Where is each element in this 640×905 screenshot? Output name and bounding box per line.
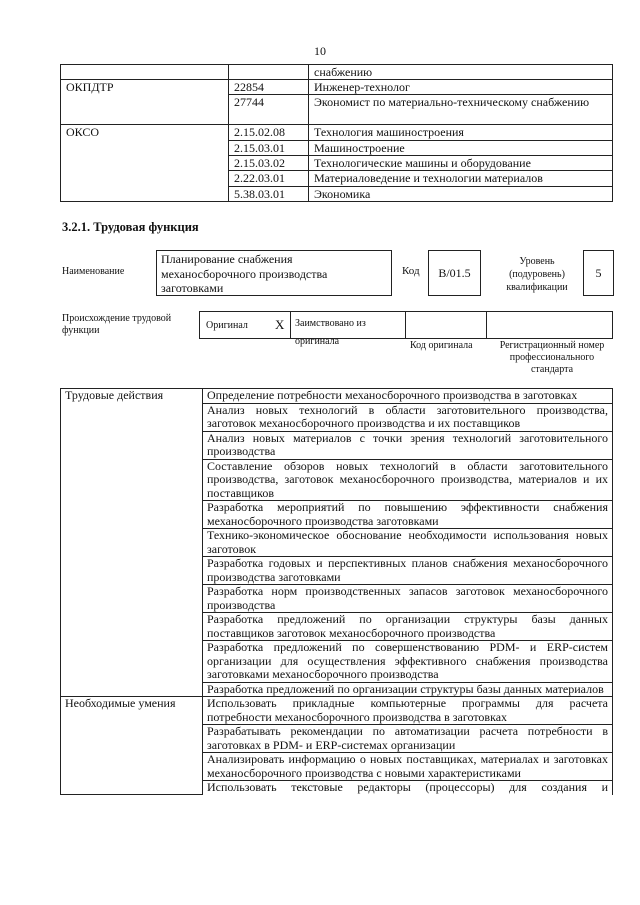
section-title: 3.2.1. Трудовая функция — [62, 220, 199, 234]
name-label: Наименование — [62, 266, 125, 277]
labor-action-item: Анализ новых технологий в области заготовительного производства, заготовок механосборочного производства и их поставщиков — [203, 403, 613, 431]
labor-action-item: Разработка предложений по совершенствованию PDM- и ERP-систем организации для осуществления эффективного снабжения производства заготовками механосборочного производства — [203, 641, 613, 683]
skill-item: Использовать прикладные компьютерные программы для расчета потребности механосборочного производства в заготовках — [203, 697, 613, 725]
group-cell — [61, 65, 229, 80]
labor-action-item: Технико-экономическое обоснование необходимости использования новых заготовок — [203, 529, 613, 557]
code-cell: 2.22.03.01 — [229, 171, 309, 187]
code-cell: 22854 — [229, 80, 309, 95]
code-original-cell — [405, 311, 487, 339]
group-cell: ОКПДТР — [61, 80, 229, 125]
code-label: Код — [402, 265, 420, 277]
activities-table — [60, 388, 613, 795]
page-number: 10 — [314, 44, 326, 58]
labor-action-item: Разработка предложений по организации структуры базы данных поставщиков заготовок механосборочного производства — [203, 613, 613, 641]
code-cell: 27744 — [229, 95, 309, 125]
name-cell: Технологические машины и оборудование — [309, 156, 613, 171]
level-label: Уровень (подуровень) квалификации — [506, 256, 568, 293]
skill-item: Разрабатывать рекомендации по автоматизации расчета потребности в заготовках в PDM- и ERP-системах организации — [203, 725, 613, 753]
table-row — [61, 389, 613, 404]
original-cell — [199, 311, 291, 339]
original-mark: X — [275, 317, 285, 332]
code-cell — [229, 65, 309, 80]
function-name-value: Планирование снабжения механосборочного производства заготовками — [156, 250, 392, 296]
labor-action-item: Составление обзоров новых технологий в области заготовительного производства, заготовок механосборочного производства, материалов и их поставщиков — [203, 459, 613, 501]
labor-action-item: Разработка предложений по организации структуры базы данных материалов — [203, 682, 613, 697]
function-code-value: B/01.5 — [428, 250, 481, 296]
code-cell: 5.38.03.01 — [229, 187, 309, 202]
name-cell: Технология машиностроения — [309, 125, 613, 141]
code-cell: 2.15.03.01 — [229, 141, 309, 156]
name-cell: Материаловедение и технологии материалов — [309, 171, 613, 187]
labor-actions-label: Трудовые действия — [61, 389, 203, 697]
labor-action-item: Анализ новых материалов с точки зрения технологий заготовительного производства — [203, 431, 613, 459]
name-cell: Экономист по материально-техническому снабжению — [309, 95, 613, 125]
labor-action-item: Определение потребности механосборочного производства в заготовках — [203, 389, 613, 404]
classification-table — [60, 64, 613, 202]
name-cell: снабжению — [309, 65, 613, 80]
skill-item: Использовать текстовые редакторы (процессоры) для создания и — [203, 781, 613, 795]
code-cell: 2.15.02.08 — [229, 125, 309, 141]
original-label: Оригинал — [206, 320, 248, 331]
table-row — [61, 125, 613, 141]
name-cell: Инженер-технолог — [309, 80, 613, 95]
level-value: 5 — [583, 250, 614, 296]
group-cell: ОКСО — [61, 125, 229, 202]
name-cell: Экономика — [309, 187, 613, 202]
code-original-caption: Код оригинала — [410, 340, 473, 351]
labor-action-item: Разработка мероприятий по повышению эффективности снабжения механосборочного производства заготовками — [203, 501, 613, 529]
origin-label: Происхождение трудовой функции — [62, 313, 172, 336]
reg-number-caption: Регистрационный номер профессионального стандарта — [499, 340, 605, 375]
labor-action-item: Разработка годовых и перспективных планов снабжения механосборочного производства заготовками — [203, 557, 613, 585]
skills-label: Необходимые умения — [61, 697, 203, 795]
reg-number-cell — [486, 311, 613, 339]
borrowed-cell — [290, 311, 406, 347]
labor-action-item: Разработка норм производственных запасов заготовок механосборочного производства — [203, 585, 613, 613]
code-cell: 2.15.03.02 — [229, 156, 309, 171]
table-row — [61, 80, 613, 95]
skill-item: Анализировать информацию о новых поставщиках, материалах и заготовках механосборочного производства с новыми характеристиками — [203, 753, 613, 781]
table-row — [61, 697, 613, 725]
borrowed-label: Заимствовано из оригинала — [295, 318, 366, 347]
name-cell: Машиностроение — [309, 141, 613, 156]
table-row — [61, 65, 613, 80]
